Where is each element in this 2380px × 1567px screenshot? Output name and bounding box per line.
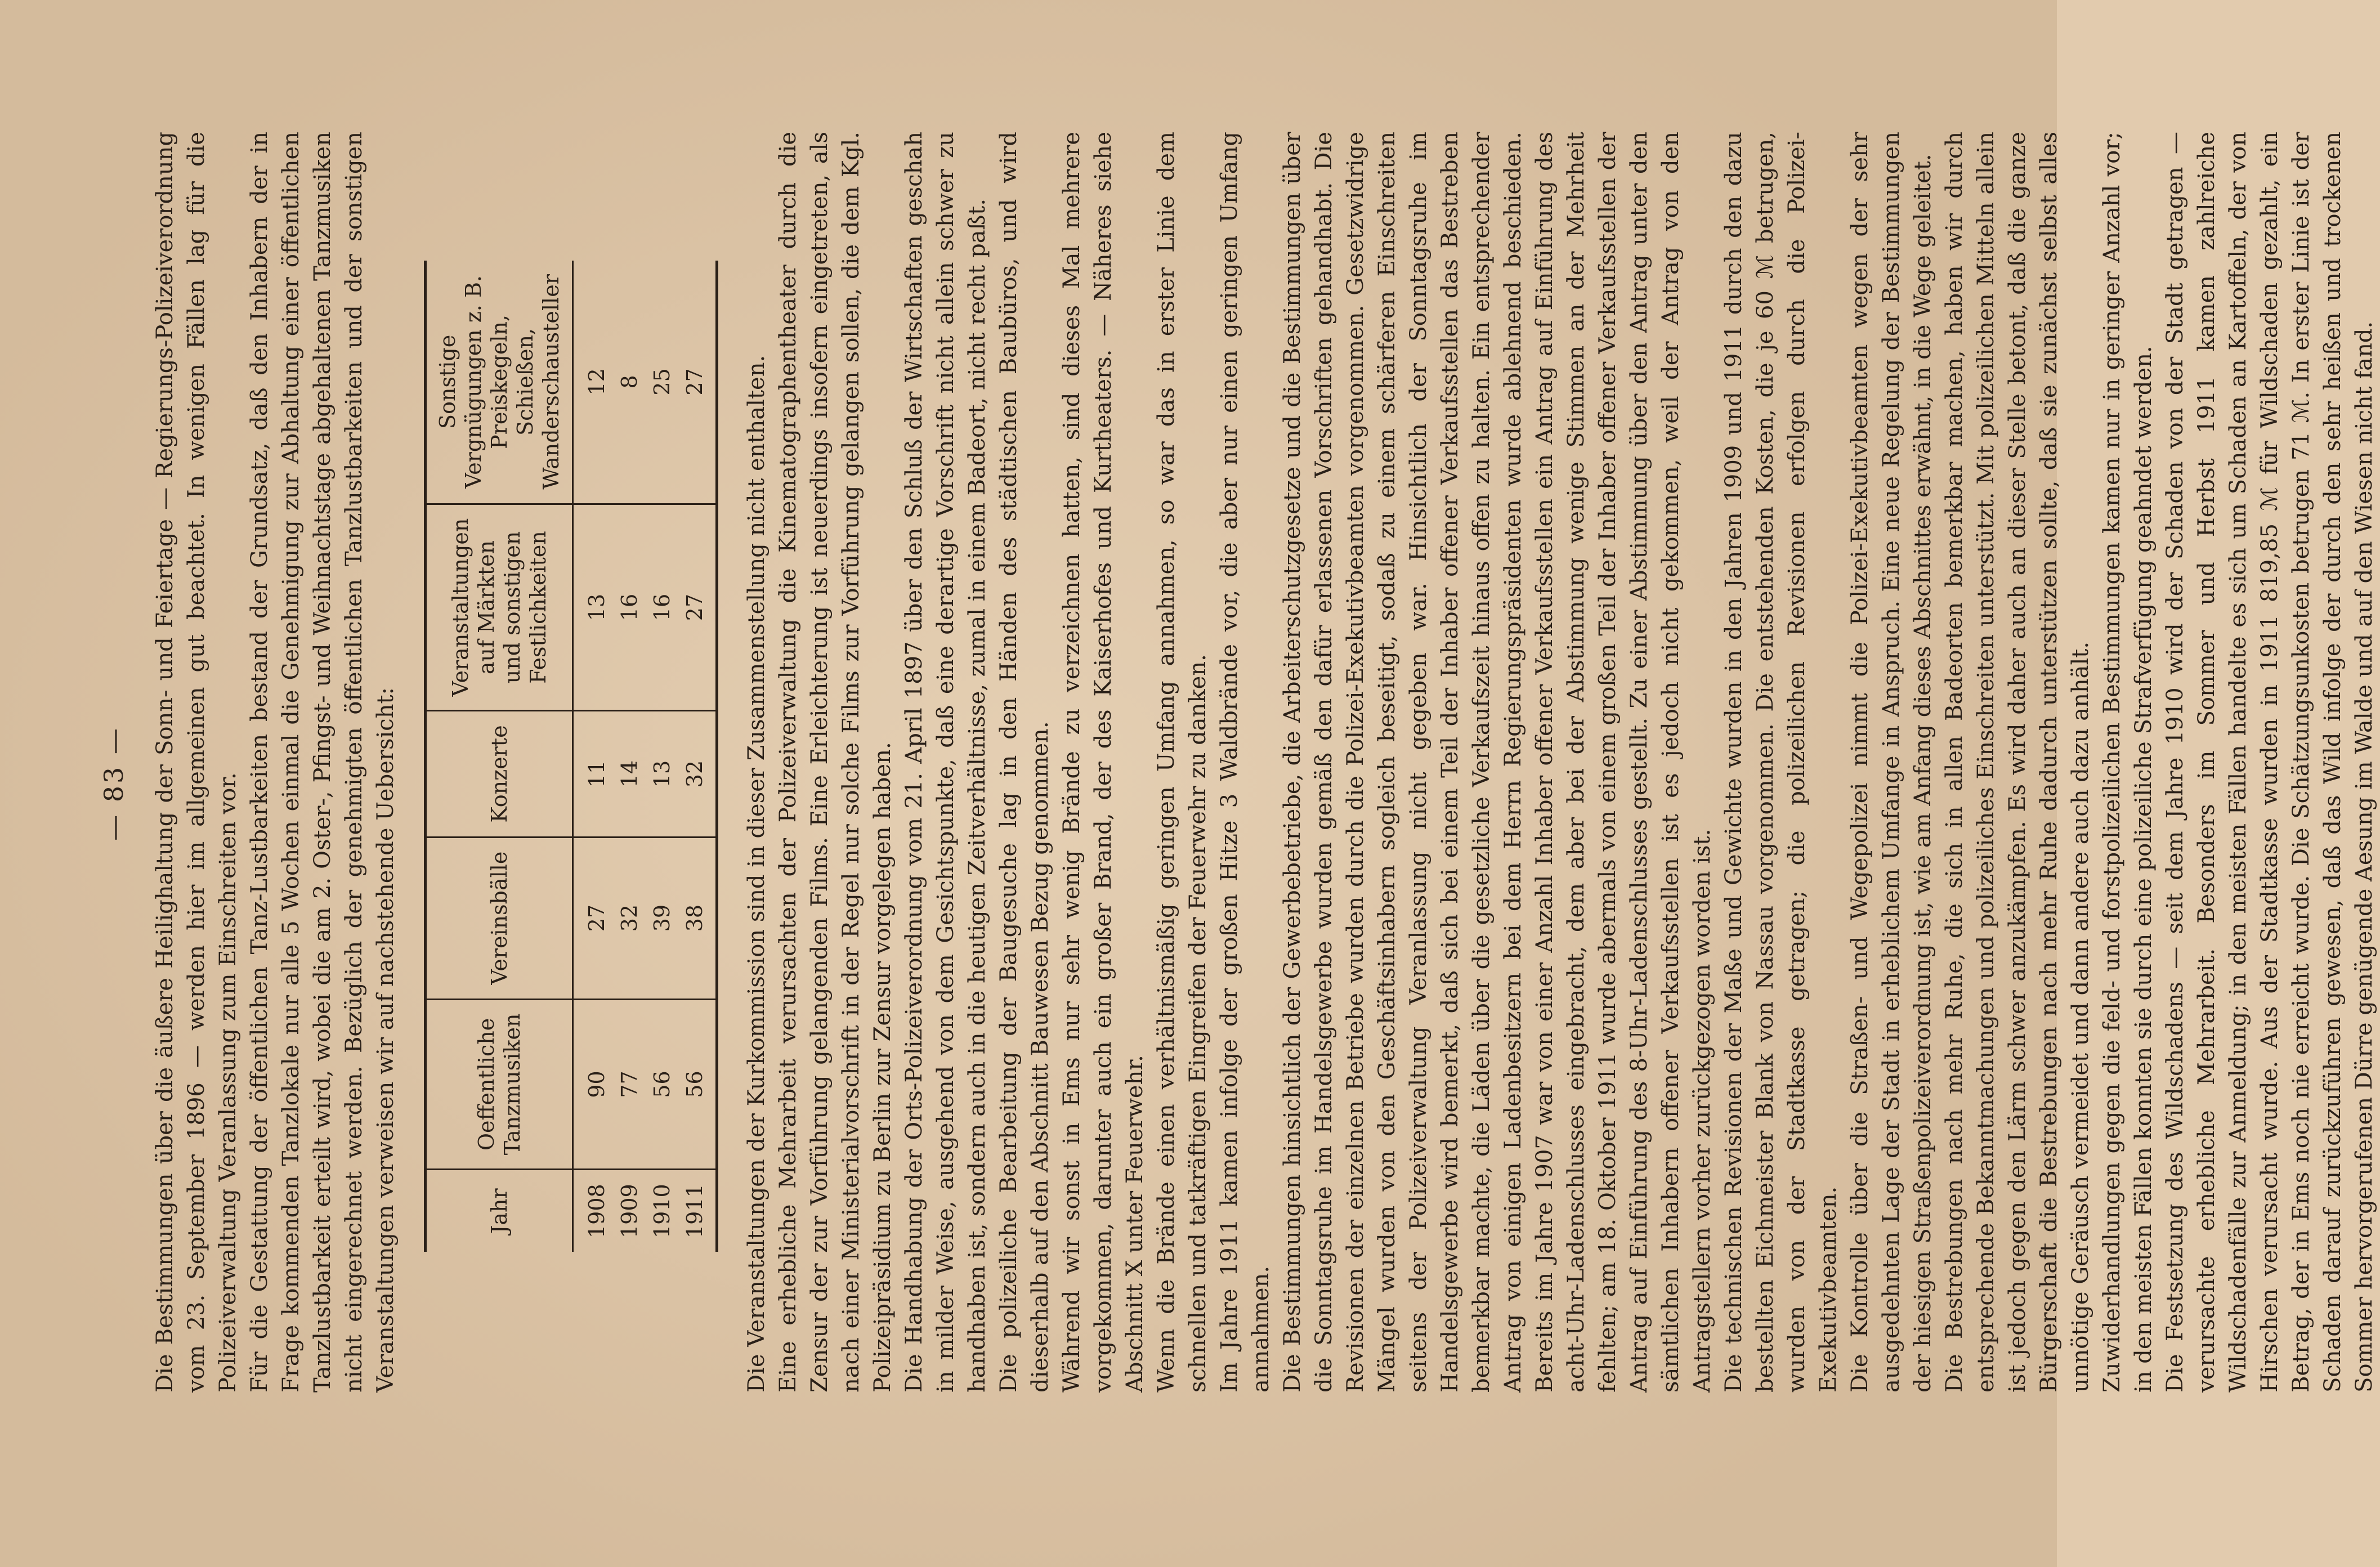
header-club-balls: Vereinsbälle [426,837,573,999]
document-body [149,132,2380,1443]
cell-public-dances: 90 [573,999,614,1170]
paragraph-weights-measures: Die technischen Revisionen der Maße und Gewichte wurden in den Jahren 1909 und 1911 durch den dazu bestellten Eichmeister Blank von Nassau vorgenommen. Die entstehenden Kosten, die je 60 ℳ betrugen, wurden von der Stadtkasse getragen; die polizeilichen Revisionen erfolgen durch die Polizei-Exekutivbeamten. [1721,132,1841,1393]
events-statistics-table [424,261,718,1252]
cell-fair-events: 16 [613,504,646,711]
table-row [678,261,717,1252]
cell-fair-events: 13 [573,504,614,711]
cell-fair-events: 27 [678,504,717,711]
paragraph-forest-fires: Im Jahre 1911 kamen infolge der großen Hitze 3 Waldbrände vor, die aber nur einen geringen Umfang annahmen. [1216,132,1274,1393]
paragraph-trade-regulations: Die Bestimmungen hinsichtlich der Gewerbebetriebe, die Arbeiterschutzgesetze und die Bestimmungen über die Sonntagsruhe im Handelsgewerbe wurden gemäß den dafür erlassenen Vorschriften gehandhabt. Die Revisionen der einzelnen Betriebe wurden durch die Polizei-Exekutivbeamten vorgenommen. Gesetzwidrige Mängel wurden von den Geschäftsinhabern sogleich beseitigt, sodaß zu einem schärferen Einschreiten seitens der Polizeiverwaltung Veranlassung nicht gegeben war. Hinsichtlich der Sonntagsruhe im Handelsgewerbe wird bemerkt, daß sich bei einem Teil der Inhaber offener Verkaufsstellen das Bestreben bemerkbar machte, die Läden über die gesetzliche Verkaufszeit hinaus offen zu halten. Ein entsprechender Antrag von einigen Ladenbesitzern bei dem Herrn Regierungspräsidenten wurde ablehnend beschieden. Bereits im Jahre 1907 war von einer Anzahl Inhaber offener Verkaufsstellen ein Antrag auf Einführung des acht-Uhr-Ladenschlusses eingebracht, dem aber bei der Abstimmung wenige Stimmen an der Mehrheit fehlten; am 18. Oktober 1911 wurde abermals von einem großen Teil der Inhaber offener Verkaufsstellen der Antrag auf Einführung des 8-Uhr-Ladenschlusses gestellt. Zu einer Abstimmung über den Antrag unter den sämtlichen Inhabern offener Verkaufsstellen ist es jedoch nicht gekommen, weil der Antrag von den Antragstellern vorher zurückgezogen worden ist. [1280,132,1715,1393]
paragraph-noise: Die Bestrebungen nach mehr Ruhe, die sich in allen Badeorten bemerkbar machen, haben wir durch entsprechende Bekanntmachungen und polizeiliches Einschreiten unterstützt. Mit polizeilichen Mitteln allein ist jedoch gegen den Lärm schwer anzukämpfen. Es wird daher auch an dieser Stelle betont, daß die ganze Bürgerschaft die Bestrebungen nach mehr Ruhe dadurch unterstützen sollte, daß sie zunächst selbst alles unnötige Geräusch vermeidet und dann andere auch dazu anhält. [1941,132,2093,1393]
paragraph-closing-hours: Die Handhabung der Orts-Polizeiverordnung vom 21. April 1897 über den Schluß der Wirtschaften geschah in milder Weise, ausgehend von dem Gesichtspunkte, daß eine derartige Vorschrift nicht allein schwer zu handhaben ist, sondern auch in die heutigen Zeitverhältnisse, zumal in einem Badeort, nicht recht paßt. [901,132,990,1393]
cell-year: 1910 [650,1184,674,1238]
cell-concerts: 14 [613,711,646,837]
table-row [613,261,646,1252]
header-other-amusements: Sonstige Vergnügungen z. B. Preiskegeln, Schießen, Wanderschausteller [426,261,573,504]
cell-club-balls: 27 [573,837,614,999]
cell-year: 1909 [617,1184,642,1238]
header-year: Jahr [426,1170,573,1252]
cell-other-amusements: 27 [678,261,717,504]
table-header-row [426,261,573,1252]
cell-public-dances: 56 [646,999,678,1170]
cell-concerts: 32 [678,711,717,837]
document-page [99,84,2377,1483]
cell-fair-events: 16 [646,504,678,711]
paragraph-field-police: Zuwiderhandlungen gegen die feld- und forstpolizeilichen Bestimmungen kamen nur in geringer Anzahl vor; in den meisten Fällen konnten sie durch eine polizeiliche Strafverfügung geahndet werden. [2099,132,2157,1393]
paragraph-kurkommission: Die Veranstaltungen der Kurkommission sind in dieser Zusammenstellung nicht enthalten. [744,355,770,1393]
cell-club-balls: 39 [646,837,678,999]
paragraph-cinema: Eine erhebliche Mehrarbeit verursachten der Polizeiverwaltung die Kinematographentheater durch die Zensur der zur Vorführung gelangenden Films. Eine Erleichterung ist neuerdings insofern eingetreten, als nach einer Ministerialvorschrift in der Regel nur solche Films zur Vorführung gelangen sollen, die dem Kgl. Polizeipräsidium zu Berlin zur Zensur vorgelegen haben. [775,132,896,1393]
paragraph-dance-events: Für die Gestattung der öffentlichen Tanz-Lustbarkeiten bestand der Grundsatz, daß den Inhabern der in Frage kommenden Tanzlokale nur alle 5 Wochen einmal die Genehmigung zur Abhaltung einer öffentlichen Tanzlustbarkeit erteilt wird, wobei die am 2. Oster-, Pfingst- und Weihnachtstage abgehaltenen Tanzmusiken nicht eingerechnet werden. Bezüglich der genehmigten öffentlichen Tanzlustbarkeiten und der sonstigen Veranstaltungen verweisen wir auf nachstehende Uebersicht: [247,132,399,1393]
paragraph-street-police: Die Kontrolle über die Straßen- und Wegepolizei nimmt die Polizei-Exekutivbeamten wegen der sehr ausgedehnten Lage der Stadt in erheblichem Umfange in Anspruch. Eine neue Regelung der Bestimmungen der hiesigen Straßenpolizeiverordnung ist, wie am Anfang dieses Abschnittes erwähnt, in die Wege geleitet. [1847,132,1936,1393]
cell-other-amusements: 12 [573,261,614,504]
cell-concerts: 11 [573,711,614,837]
cell-club-balls: 32 [613,837,646,999]
page-number: — 83 — [99,726,129,841]
paragraph-sunday-rest: Die Bestimmungen über die äußere Heilighaltung der Sonn- und Feiertage — Regierungs-Polizeiverordnung vom 23. September 1896 — werden hier im allgemeinen gut beachtet. In wenigen Fällen lag für die Polizeiverwaltung Veranlassung zum Einschreiten vor. [152,132,241,1393]
cell-club-balls: 38 [678,837,717,999]
cell-other-amusements: 8 [613,261,646,504]
paragraph-fire-brigade: Wenn die Brände einen verhältnismäßig geringen Umfang annahmen, so war das in erster Linie dem schnellen und tatkräftigen Eingreifen der Feuerwehr zu danken. [1153,132,1211,1393]
cell-year: 1908 [584,1184,609,1238]
cell-other-amusements: 25 [646,261,678,504]
paragraph-game-damage: Die Festsetzung des Wildschadens — seit dem Jahre 1910 wird der Schaden von der Stadt getragen — verursachte erhebliche Mehrarbeit. Besonders im Sommer und Herbst 1911 kamen zahlreiche Wildschadenfälle zur Anmeldung; in den meisten Fällen handelte es sich um Schaden an Kartoffeln, der von Hirschen verursacht wurde. Aus der Stadtkasse wurden in 1911 819,85 ℳ für Wildschaden gezahlt, ein Betrag, der in Ems noch nie erreicht wurde. Die Schätzungsunkosten betrugen 71 ℳ. In erster Linie ist der Schaden darauf zurückzuführen gewesen, daß das Wild infolge der durch den sehr heißen und trockenen Sommer hervorgerufenen Dürre genügende Aesung im Walde und auf den Wiesen nicht fand. [2162,132,2377,1393]
cell-public-dances: 77 [613,999,646,1170]
table-row [646,261,678,1252]
header-fair-events: Veranstaltungen auf Märkten und sonstigen Festlichkeiten [426,504,573,711]
table-row [573,261,614,1252]
header-public-dances: Oeffentliche Tanzmusiken [426,999,573,1170]
header-concerts: Konzerte [426,711,573,837]
paragraph-fires: Während wir sonst in Ems nur sehr wenig Brände zu verzeichnen hatten, sind dieses Mal mehrere vorgekommen, darunter auch ein großer Brand, der des Kaiserhofes und Kurtheaters. — Näheres siehe Abschnitt X unter Feuerwehr. [1059,132,1148,1393]
cell-public-dances: 56 [678,999,717,1170]
paragraph-building: Die polizeiliche Bearbeitung der Baugesuche lag in den Händen des städtischen Baubüros, und wird dieserhalb auf den Abschnitt Bauwesen Bezug genommen. [996,132,1053,1393]
cell-year: 1911 [678,1170,717,1252]
cell-concerts: 13 [646,711,678,837]
